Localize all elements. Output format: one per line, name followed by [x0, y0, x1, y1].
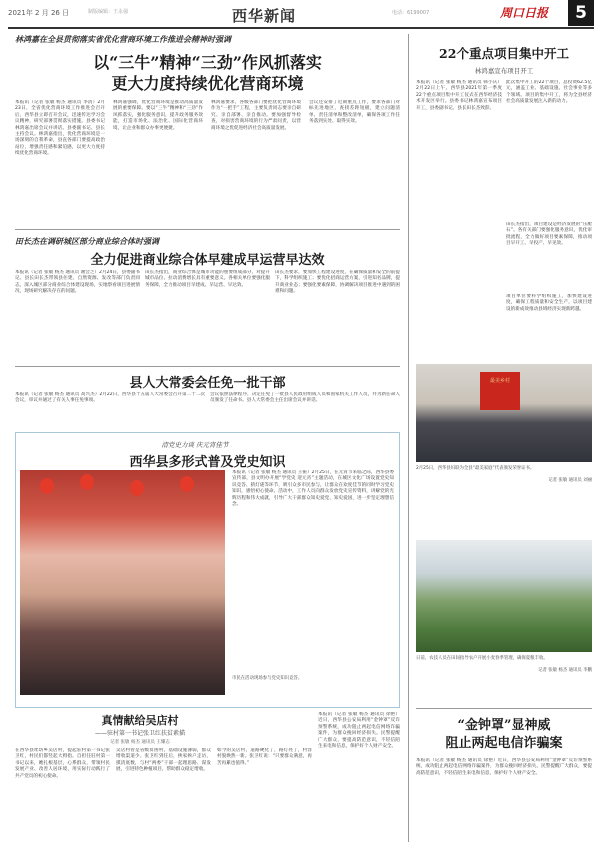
story2-column-1: 本报讯（记者 张敏 杨杰 通讯员 谢会芝）2月24日，县委副书记、县长田长杰带领县住建、自然资源、发改等部门负责同志，深入城区部分商业综合体建设现场，实地察看项目进展情况，现场研究解决存在的问题。: [15, 270, 140, 295]
lead-headline-line-2: 更大力度持续优化营商环境: [111, 74, 304, 93]
farm-photo: [416, 540, 592, 652]
lantern-icon: [40, 478, 54, 494]
story2-column-2: 田长杰指出，商业综合体是城市功能的重要组成部分，对提升城市品位、拉动消费增长具有重要意义。各相关单位要强化服务保障，全力推动项目早建成、早运营、早达效。: [145, 270, 270, 288]
story3-headline: 县人大常委会任免一批干部: [129, 376, 286, 391]
divider: [416, 708, 592, 709]
editor-credit: 制版编辑：王永强: [88, 9, 129, 15]
story4-headline: 真情献给吴店村: [101, 714, 179, 727]
page-header: [0, 0, 600, 26]
lantern-icon: [130, 480, 144, 496]
story3-column-2: 会议依照法律程序，决定任免了一批县人民政府组成人员和国家机关工作人员，并为新任命人员颁发了任命书。县人大常委会主任出席会议并讲话。: [210, 392, 400, 404]
story4-column-1: 在西华县址坊乡吴店村，提起驻村第一书记张卫红，村民们都竖起大拇指。自担任驻村第一书记以来，她扎根基层，心系群众，带领村民发展产业、改善人居环境，用实际行动践行了共产党员的初心使命。: [15, 748, 110, 779]
lantern-icon: [180, 476, 194, 492]
lead-column-4: 会议还安排了近期重点工作，要求各部门对标先进地区，查找差距短板，建立问题清单、责任清单和整改清单，确保各项工作任务落到实处、取得实效。: [309, 100, 400, 125]
right-story-column-2: 此次集中开工的22个项目，总投资62.5亿元，涵盖工业、基础设施、社会事业等多个领域。项目的集中开工，将为全县经济社会高质量发展注入新的动力。: [506, 80, 592, 105]
fraud-story-text: 本报讯（记者 张敏 杨杰 通讯员 徐艳）近日，西华县公安局利用“金钟罩”反诈预警系统，成功阻止两起电信网络诈骗案件，为群众挽回经济损失。民警提醒广大群众，要提高防范意识，不轻信陌生来电和信息，保护好个人财产安全。: [416, 758, 592, 776]
section-phone: 电话：6199007: [392, 10, 430, 16]
header-rule: [8, 27, 594, 29]
column-divider: [408, 34, 409, 842]
box-kicker: 清党史力谈 庆元宵佳节: [161, 441, 229, 449]
box-photo-caption: 市民在活动现场参与党史知识竞答。: [232, 676, 303, 681]
story4-column-3: 如今的吴店村，道路硬化了，路灯亮了，村容村貌焕然一新。张卫红说：“只要群众满意，再苦再累也值得。”: [217, 748, 312, 766]
lantern-icon: [80, 474, 94, 490]
lead-headline-line-1: 以“三牛”精神“三劲”作风抓落实: [93, 53, 322, 72]
issue-date: 2021年 2 月 26 日: [8, 9, 70, 17]
story3-column-1: 本报讯（记者 张敏 杨杰 通讯员 高兴杰）2月22日，西华县十五届人大常委会召开第二十二次会议，审议并通过了有关人事任免事项。: [15, 392, 205, 404]
newspaper-logo: 周口日报: [500, 6, 549, 20]
fraud-story-headline-1: “金钟罩”显神威: [457, 718, 551, 733]
story2-column-3: 田长杰要求，要加快工程建设进度，在确保质量和安全的前提下，科学组织施工；要优化招商运营方案，引进知名品牌，提升商业业态；要强化要素保障，协调解决项目推进中遇到的困难和问题。: [275, 270, 400, 295]
divider: [15, 366, 400, 367]
story4-column-2: 吴店村曾是省级贫困村，基础设施薄弱，群众增收渠道少。张卫红到任后，挨家挨户走访，摸清底数，与村“两委”干部一起理思路、谋发展，引进特色种植项目，帮助群众稳定增收。: [116, 748, 211, 773]
lead-column-1: 本报讯（记者 张敏 杨杰 通讯员 李清）2月23日，全省优化营商环境工作推进会召开后，西华县立即召开会议，迅速传达学习会议精神，研究部署贯彻落实措施。县委书记林鸿嘉出席会议并讲话。县委副书记、县长主持会议。林鸿嘉指出，优化营商环境是一场深刻的自我革命，县直各部门要提高政治站位，增强责任感和紧迫感，以更大力度持续优化营商环境。: [15, 100, 105, 157]
box-headline: 西华县多形式普及党史知识: [129, 455, 286, 470]
box-text: 本报讯（记者 张敏 杨杰 通讯员 王振）2月25日，在元宵节来临之际，西华县委宣传部、县文明办开展“学党史 迎元宵”主题活动，在城区文化广场设置党史知识竞答、猜灯谜等环节，吸引众多市民参与，让群众在欢度佳节的同时学习党史知识，感悟初心使命。活动中，工作人员向群众发放党史宣传资料，讲解党的光辉历程和伟大成就，引导广大干部群众知史爱党、知史爱国，进一步坚定理想信念。: [232, 470, 394, 508]
farm-photo-credit: 记者 张敏 杨杰 通讯员 李鹏: [538, 668, 592, 673]
lead-column-3: 林鸿嘉要求，各级各部门要把优化营商环境作为“一把手”工程，主要负责同志要亲自研究、亲自部署、亲自推动。要加强督导检查，对损害营商环境的行为严肃问责，以营商环境之优促进经济社会高质量发展。: [211, 100, 301, 131]
lead-kicker: 林鸿嘉在全县贯彻落实省优化营商环境工作推进会精神时强调: [15, 34, 231, 44]
award-photo-caption: 2月25日，西华县妇联为全县“最美家庭”代表颁发荣誉证书。: [416, 466, 535, 471]
story2-kicker: 田长杰在调研城区部分商业综合体时强调: [15, 236, 159, 246]
award-banner: 最美乡村: [480, 372, 520, 410]
right-story-column-4: 项目单位要科学组织施工，加快建设进度，确保工程质量和安全生产，以项目建设的新成效推动县域经济实现新跨越。: [506, 294, 592, 312]
fraud-story-headline-2: 阻止两起电信诈骗案: [445, 736, 563, 751]
farm-photo-caption: 日前，农技人员在田间指导农户开展小麦春季管理，确保夏粮丰收。: [416, 656, 548, 661]
right-story-column-1: 本报讯（记者 张敏 杨杰 通讯员 韩小庆）2月22日上午，西华县2021年第一季度22个重点项目集中开工仪式在西华经济技术开发区举行。县委书记林鸿嘉宣布项目开工，县委副书记、县长田长杰致辞。: [416, 80, 502, 111]
story4-credit: 记者 张敏 杨杰 通讯员 王耀志: [110, 740, 170, 745]
right-story-column-3: 田长杰指出，项目建设是经济发展的“压舱石”。各有关部门要强化服务意识，优化审批流程，全力做好项目要素保障，推动项目早开工、早投产、早见效。: [506, 222, 592, 247]
event-photo: [20, 470, 225, 695]
page-number: 5: [568, 0, 594, 26]
story4-subheadline: ——驻村第一书记张卫红扶贫素描: [94, 730, 185, 737]
divider: [15, 229, 400, 230]
right-story-subheadline: 林鸿嘉宣布项目开工: [474, 67, 534, 75]
story2-headline: 全力促进商业综合体早建成早运营早达效: [90, 253, 325, 268]
section-title: 西华新闻: [232, 7, 297, 25]
award-photo-credit: 记者 张敏 通讯员 刘丽: [548, 478, 592, 483]
story4-column-4: 本报讯（记者 张敏 杨杰 通讯员 徐艳）近日，西华县公安局利用“金钟罩”反诈预警系统，成功阻止两起电信网络诈骗案件，为群众挽回经济损失。民警提醒广大群众，要提高防范意识，不轻信陌生来电和信息，保护好个人财产安全。: [318, 712, 400, 750]
right-story-headline: 22个重点项目集中开工: [439, 46, 569, 61]
lead-column-2: 林鸿嘉强调，优化营商环境是推动高质量发展的重要保障。要以“三牛”精神和“三劲”作风抓落实，强化服务意识，提升政务服务效能，打造市场化、法治化、国际化营商环境，让企业和群众办事更便捷。: [113, 100, 203, 131]
